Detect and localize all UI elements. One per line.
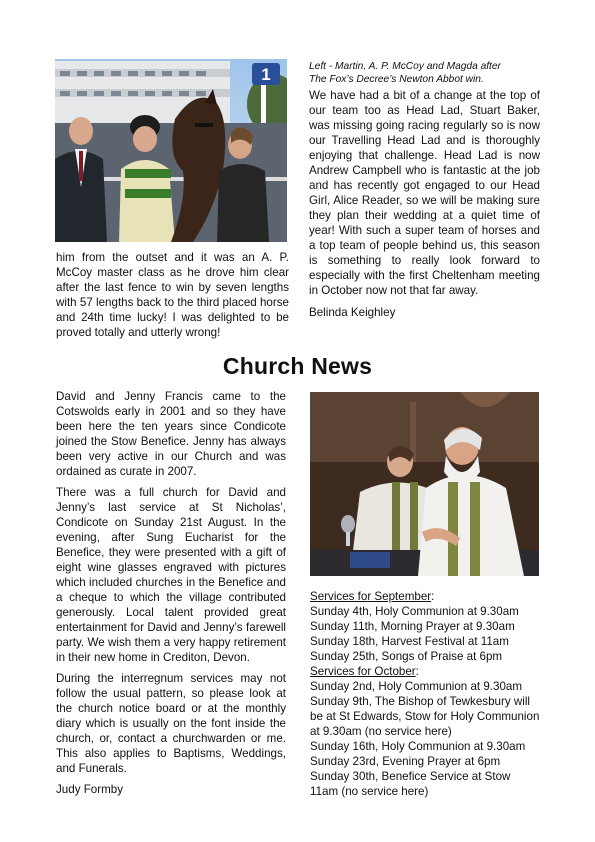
september-service: Sunday 18th, Harvest Festival at 11am xyxy=(310,635,509,648)
church-paragraph-francis: David and Jenny Francis came to the Cotswolds early in 2001 and so they have been here the ten years since Condicote joined the Stow Benefice. Jenny has always been very active in our Church and was ordained as curate in 2007. xyxy=(56,390,286,478)
services-list xyxy=(310,589,545,799)
winners-board-number: 1 xyxy=(261,65,271,84)
racing-paragraph-continued: him from the outset and it was an A. P. McCoy master class as he drove him clear after the last fence to win by seven lengths with 57 lengths back to the third placed horse and 24th time lucky! I was delighted to be proved totally and utterly wrong! xyxy=(56,251,289,339)
september-service: Sunday 4th, Holy Communion at 9.30am xyxy=(310,605,519,618)
october-service: Sunday 23rd, Evening Prayer at 6pm xyxy=(310,755,501,768)
church-news-heading: Church News xyxy=(222,353,373,379)
church-signature: Judy Formby xyxy=(56,783,124,796)
photo-caption xyxy=(309,60,549,86)
racing-paragraph-team: We have had a bit of a change at the top of our team too as Head Lad, Stuart Baker, was missing going racing regularly so is now our Travelling Head Lad and is thoroughly enjoying that challenge. Head Lad is now Andrew Campbell who is fantastic at the job and has recently got engaged to our Head Girl, Alice Reader, so we will be making sure they plan their wedding at a quiet time of year! With such a super team of horses and a top team of people behind us, this season is something to really look forward to especially with the first Cheltenham meeting in October now not that far away. xyxy=(309,89,540,297)
october-service: Sunday 2nd, Holy Communion at 9.30am xyxy=(310,680,523,693)
september-heading: Services for September: xyxy=(310,590,435,603)
racing-signature: Belinda Keighley xyxy=(309,306,396,319)
october-service: Sunday 9th, The Bishop of Tewkesbury will be at St Edwards, Stow for Holy Communion at 9.30am (no service here) xyxy=(310,695,540,738)
racing-article-left xyxy=(56,250,289,340)
september-service: Sunday 25th, Songs of Praise at 6pm xyxy=(310,650,503,663)
church-article xyxy=(56,389,286,797)
church-paragraph-interregnum: During the interregnum services may not follow the usual pattern, so please look at the church notice board or at the monthly diary which is usually on the font inside the church, or, contact a churchwarden or me. This also applies to Baptisms, Weddings, and Funerals. xyxy=(56,672,286,775)
racing-photo xyxy=(55,59,287,242)
racing-article-right xyxy=(309,88,540,320)
october-heading: Services for October: xyxy=(310,665,419,678)
september-heading-text: Services for September xyxy=(310,590,432,603)
october-service: Sunday 16th, Holy Communion at 9.30am xyxy=(310,740,526,753)
october-service: Sunday 30th, Benefice Service at Stow 11am (no service here) xyxy=(310,770,511,798)
september-service: Sunday 11th, Morning Prayer at 9.30am xyxy=(310,620,515,633)
october-heading-text: Services for October xyxy=(310,665,416,678)
photo-caption-line-2: The Fox’s Decree’s Newton Abbot win. xyxy=(309,74,484,85)
clergy-photo xyxy=(310,392,539,576)
photo-caption-line-1: Left - Martin, A. P. McCoy and Magda after xyxy=(309,61,501,72)
church-paragraph-farewell: There was a full church for David and Jenny’s last service at St Nicholas’, Condicote on Sunday 21st August. In the evening, after Sung Eucharist for the Benefice, they were presented with a gift of eight wine glasses engraved with pictures which included churches in the Benefice and a cheque to which the village contributed generously. Local talent provided great entertainment for David and Jenny’s farewell party. We wish them a very happy retirement in their new home in Crediton, Devon. xyxy=(56,486,286,664)
